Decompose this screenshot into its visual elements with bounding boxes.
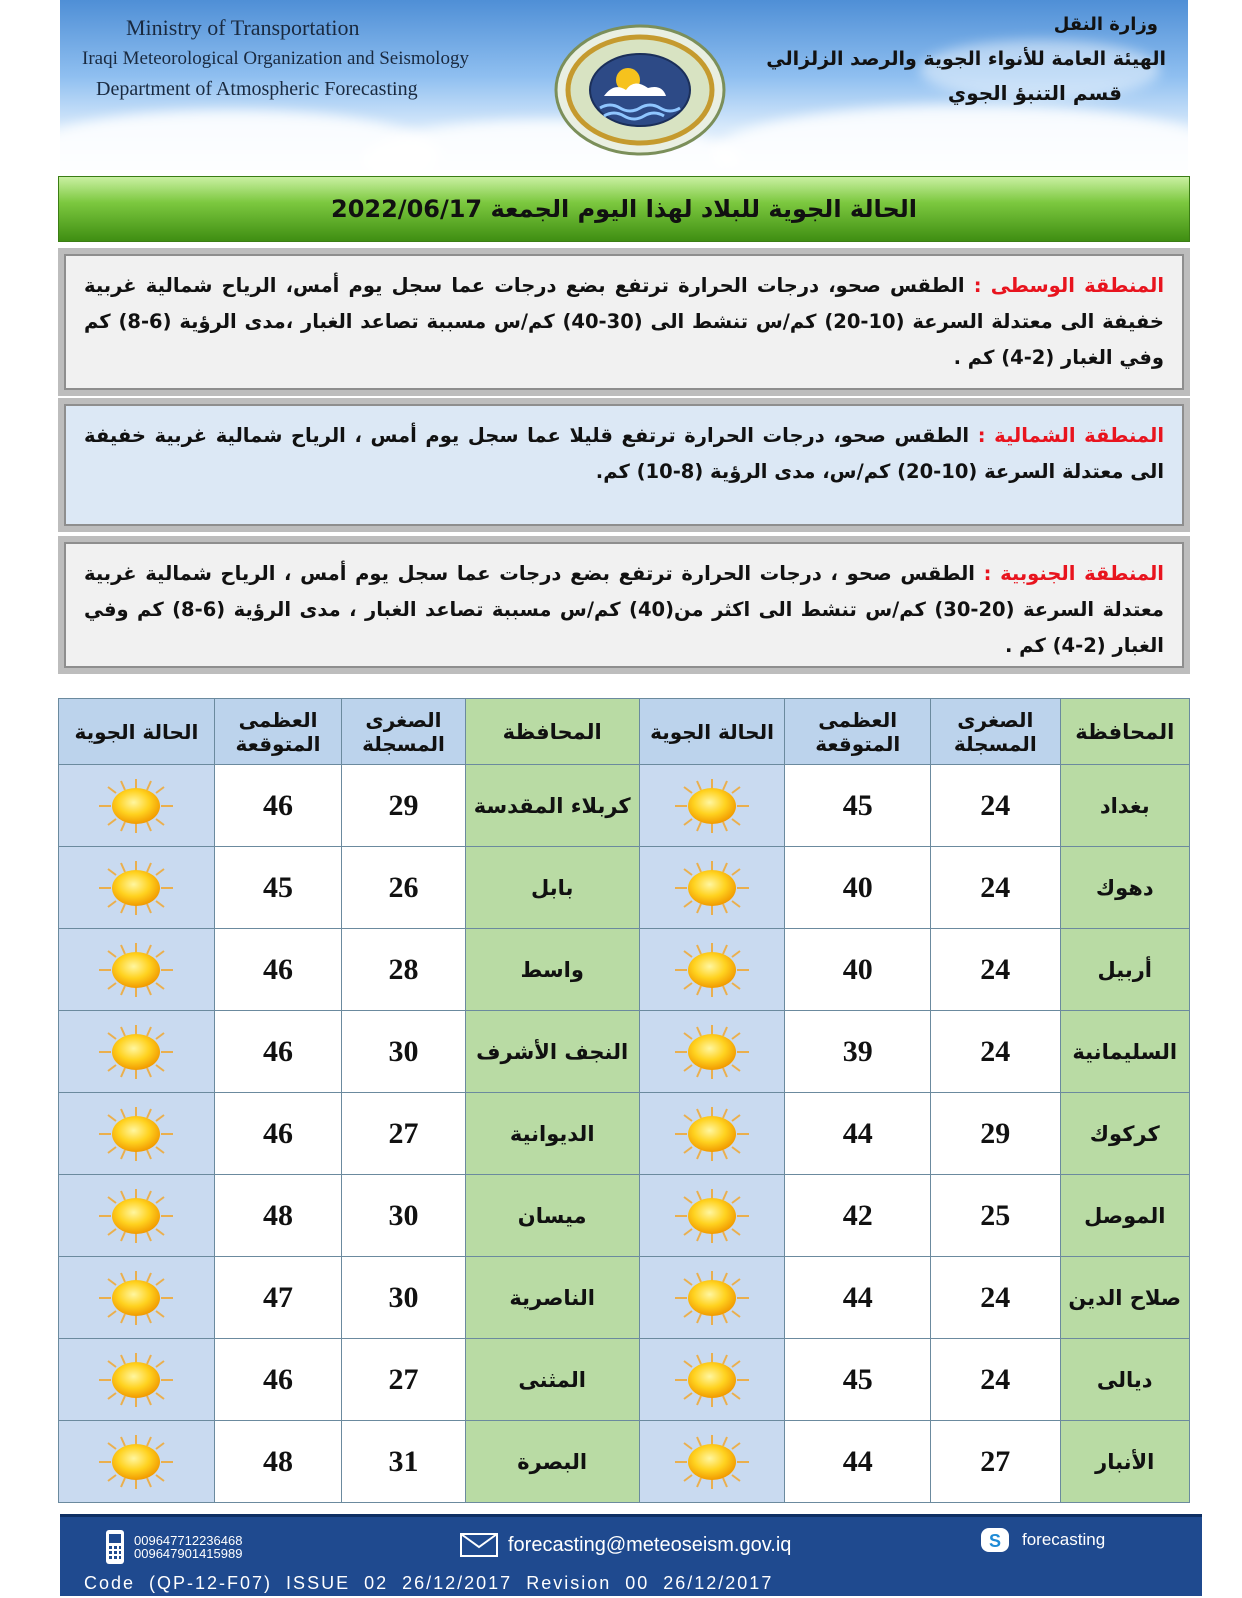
- header-condition: الحالة الجوية: [59, 699, 215, 765]
- min-temp-cell: 27: [342, 1093, 465, 1175]
- header-condition: الحالة الجوية: [639, 699, 785, 765]
- governorate-cell: ديالى: [1060, 1339, 1189, 1421]
- table-row: [59, 1257, 1190, 1339]
- sunny-icon: [669, 1023, 755, 1081]
- governorate-cell: الناصرية: [465, 1257, 639, 1339]
- sunny-icon: [669, 1351, 755, 1409]
- max-temp-cell: 40: [785, 929, 931, 1011]
- min-temp-cell: 24: [931, 847, 1060, 929]
- min-temp-cell: 25: [931, 1175, 1060, 1257]
- sunny-icon: [93, 1351, 179, 1409]
- condition-cell: [639, 1421, 785, 1503]
- governorate-cell: النجف الأشرف: [465, 1011, 639, 1093]
- header-min: الصغرى المسجلة: [342, 699, 465, 765]
- sunny-icon: [93, 777, 179, 835]
- svg-text:S: S: [988, 1531, 1002, 1551]
- condition-cell: [59, 929, 215, 1011]
- organization-name-ar: الهيئة العامة للأنواء الجوية والرصد الزلزالي: [766, 48, 1166, 70]
- skype-name[interactable]: forecasting: [1022, 1530, 1106, 1549]
- condition-cell: [639, 929, 785, 1011]
- sunny-icon: [669, 1269, 755, 1327]
- min-temp-cell: 30: [342, 1257, 465, 1339]
- governorate-cell: ميسان: [465, 1175, 639, 1257]
- sunny-icon: [93, 1023, 179, 1081]
- max-temp-cell: 48: [214, 1175, 341, 1257]
- ministry-name-en: Ministry of Transportation: [126, 15, 360, 40]
- sunny-icon: [669, 1433, 755, 1491]
- table-row: [59, 765, 1190, 847]
- region-north: [58, 398, 1190, 532]
- min-temp-cell: 24: [931, 1257, 1060, 1339]
- min-temp-cell: 27: [931, 1421, 1060, 1503]
- region-label: المنطقة الجنوبية :: [983, 562, 1164, 585]
- governorate-cell: كركوك: [1060, 1093, 1189, 1175]
- organization-name-en: Iraqi Meteorological Organization and Seismology: [82, 48, 469, 69]
- max-temp-cell: 40: [785, 847, 931, 929]
- footer-bar: [60, 1514, 1202, 1596]
- sunny-icon: [93, 1269, 179, 1327]
- condition-cell: [639, 1339, 785, 1421]
- table-header-row: [59, 699, 1190, 765]
- max-temp-cell: 46: [214, 765, 341, 847]
- department-name-ar: قسم التنبؤ الجوي: [947, 81, 1122, 105]
- footer-skype: [980, 1527, 1105, 1553]
- governorate-cell: الموصل: [1060, 1175, 1189, 1257]
- min-temp-cell: 26: [342, 847, 465, 929]
- min-temp-cell: 28: [342, 929, 465, 1011]
- header-governorate: المحافظة: [465, 699, 639, 765]
- max-temp-cell: 47: [214, 1257, 341, 1339]
- governorate-cell: صلاح الدين: [1060, 1257, 1189, 1339]
- region-label: المنطقة الشمالية :: [977, 424, 1165, 447]
- condition-cell: [639, 1257, 785, 1339]
- document-code: Code (QP-12-F07) ISSUE 02 26/12/2017 Revision 00 26/12/2017: [84, 1573, 774, 1593]
- header-max: العظمى المتوقعة: [214, 699, 341, 765]
- min-temp-cell: 24: [931, 1011, 1060, 1093]
- governorate-cell: المثنى: [465, 1339, 639, 1421]
- condition-cell: [59, 1421, 215, 1503]
- sunny-icon: [93, 941, 179, 999]
- sunny-icon: [93, 1433, 179, 1491]
- governorate-cell: واسط: [465, 929, 639, 1011]
- sunny-icon: [669, 777, 755, 835]
- region-north-text: [64, 404, 1184, 526]
- sunny-icon: [669, 941, 755, 999]
- governorate-cell: الديوانية: [465, 1093, 639, 1175]
- header-banner: [60, 0, 1188, 170]
- condition-cell: [639, 1011, 785, 1093]
- region-south: [58, 536, 1190, 674]
- min-temp-cell: 31: [342, 1421, 465, 1503]
- condition-cell: [639, 1093, 785, 1175]
- max-temp-cell: 39: [785, 1011, 931, 1093]
- min-temp-cell: 29: [931, 1093, 1060, 1175]
- sunny-icon: [93, 859, 179, 917]
- min-temp-cell: 24: [931, 929, 1060, 1011]
- sunny-icon: [93, 1105, 179, 1163]
- min-temp-cell: 29: [342, 765, 465, 847]
- sunny-icon: [669, 1105, 755, 1163]
- table-row: [59, 1011, 1190, 1093]
- governorate-cell: كربلاء المقدسة: [465, 765, 639, 847]
- phone-number[interactable]: 009647901415989: [134, 1546, 243, 1561]
- table-row: [59, 1339, 1190, 1421]
- condition-cell: [639, 1175, 785, 1257]
- governorate-cell: بغداد: [1060, 765, 1189, 847]
- forecast-table: [58, 698, 1190, 1503]
- region-label: المنطقة الوسطى :: [973, 274, 1164, 297]
- condition-cell: [59, 765, 215, 847]
- table-row: [59, 847, 1190, 929]
- max-temp-cell: 44: [785, 1421, 931, 1503]
- max-temp-cell: 42: [785, 1175, 931, 1257]
- envelope-icon: [460, 1533, 498, 1557]
- condition-cell: [639, 847, 785, 929]
- min-temp-cell: 30: [342, 1175, 465, 1257]
- governorate-cell: الأنبار: [1060, 1421, 1189, 1503]
- max-temp-cell: 44: [785, 1257, 931, 1339]
- header-governorate: المحافظة: [1060, 699, 1189, 765]
- sunny-icon: [669, 859, 755, 917]
- max-temp-cell: 45: [785, 765, 931, 847]
- max-temp-cell: 45: [214, 847, 341, 929]
- region-south-text: [64, 542, 1184, 668]
- governorate-cell: دهوك: [1060, 847, 1189, 929]
- organization-logo-icon: [552, 22, 728, 158]
- region-description: الطقس صحو ، درجات الحرارة ترتفع بضع درجات عما سجل يوم أمس ، الرياح شمالية غربية معتدلة السرعة (20-30) كم/س تنشط الى اكثر من(40) كم/س مسببة تصاعد الغبار ، مدى الرؤية (6-8) كم وفي الغبار (2-4) كم .: [84, 562, 1164, 657]
- max-temp-cell: 46: [214, 1339, 341, 1421]
- condition-cell: [59, 1093, 215, 1175]
- footer-phones: [104, 1529, 242, 1565]
- governorate-cell: أربيل: [1060, 929, 1189, 1011]
- region-description: الطقس صحو، درجات الحرارة ترتفع بضع درجات عما سجل يوم أمس، الرياح شمالية غربية خفيفة الى معتدلة السرعة (10-20) كم/س تنشط الى (30-40) كم/س مسببة تصاعد الغبار ،مدى الرؤية (6-8) كم وفي الغبار (2-4) كم .: [84, 274, 1164, 369]
- header-min: الصغرى المسجلة: [931, 699, 1060, 765]
- sunny-icon: [93, 1187, 179, 1245]
- max-temp-cell: 46: [214, 1093, 341, 1175]
- table-row: [59, 1421, 1190, 1503]
- condition-cell: [59, 1011, 215, 1093]
- min-temp-cell: 27: [342, 1339, 465, 1421]
- max-temp-cell: 45: [785, 1339, 931, 1421]
- ministry-name-ar: وزارة النقل: [1053, 14, 1158, 35]
- department-name-en: Department of Atmospheric Forecasting: [96, 78, 418, 100]
- table-row: [59, 1175, 1190, 1257]
- header-english-text: [82, 12, 469, 105]
- header-max: العظمى المتوقعة: [785, 699, 931, 765]
- email-link[interactable]: forecasting@meteoseism.gov.iq: [508, 1533, 792, 1556]
- region-central-text: [64, 254, 1184, 390]
- max-temp-cell: 46: [214, 1011, 341, 1093]
- phone-icon: [104, 1529, 126, 1565]
- min-temp-cell: 24: [931, 765, 1060, 847]
- header-arabic-text: [766, 8, 1166, 110]
- condition-cell: [59, 1175, 215, 1257]
- min-temp-cell: 30: [342, 1011, 465, 1093]
- sunny-icon: [669, 1187, 755, 1245]
- max-temp-cell: 48: [214, 1421, 341, 1503]
- region-central: [58, 248, 1190, 396]
- table-row: [59, 929, 1190, 1011]
- region-description: الطقس صحو، درجات الحرارة ترتفع قليلا عما سجل يوم أمس ، الرياح شمالية غربية خفيفة الى معتدلة السرعة (10-20) كم/س، مدى الرؤية (8-10) كم.: [84, 424, 1164, 483]
- condition-cell: [59, 1339, 215, 1421]
- condition-cell: [639, 765, 785, 847]
- min-temp-cell: 24: [931, 1339, 1060, 1421]
- max-temp-cell: 46: [214, 929, 341, 1011]
- governorate-cell: البصرة: [465, 1421, 639, 1503]
- condition-cell: [59, 847, 215, 929]
- phone-numbers: [134, 1534, 242, 1560]
- governorate-cell: السليمانية: [1060, 1011, 1189, 1093]
- table-row: [59, 1093, 1190, 1175]
- skype-icon: [980, 1527, 1010, 1553]
- page-title: الحالة الجوية للبلاد لهذا اليوم الجمعة 2022/06/17: [58, 176, 1190, 242]
- footer-email: [460, 1533, 791, 1557]
- governorate-cell: بابل: [465, 847, 639, 929]
- condition-cell: [59, 1257, 215, 1339]
- max-temp-cell: 44: [785, 1093, 931, 1175]
- phone-number[interactable]: 009647712236468: [134, 1533, 243, 1548]
